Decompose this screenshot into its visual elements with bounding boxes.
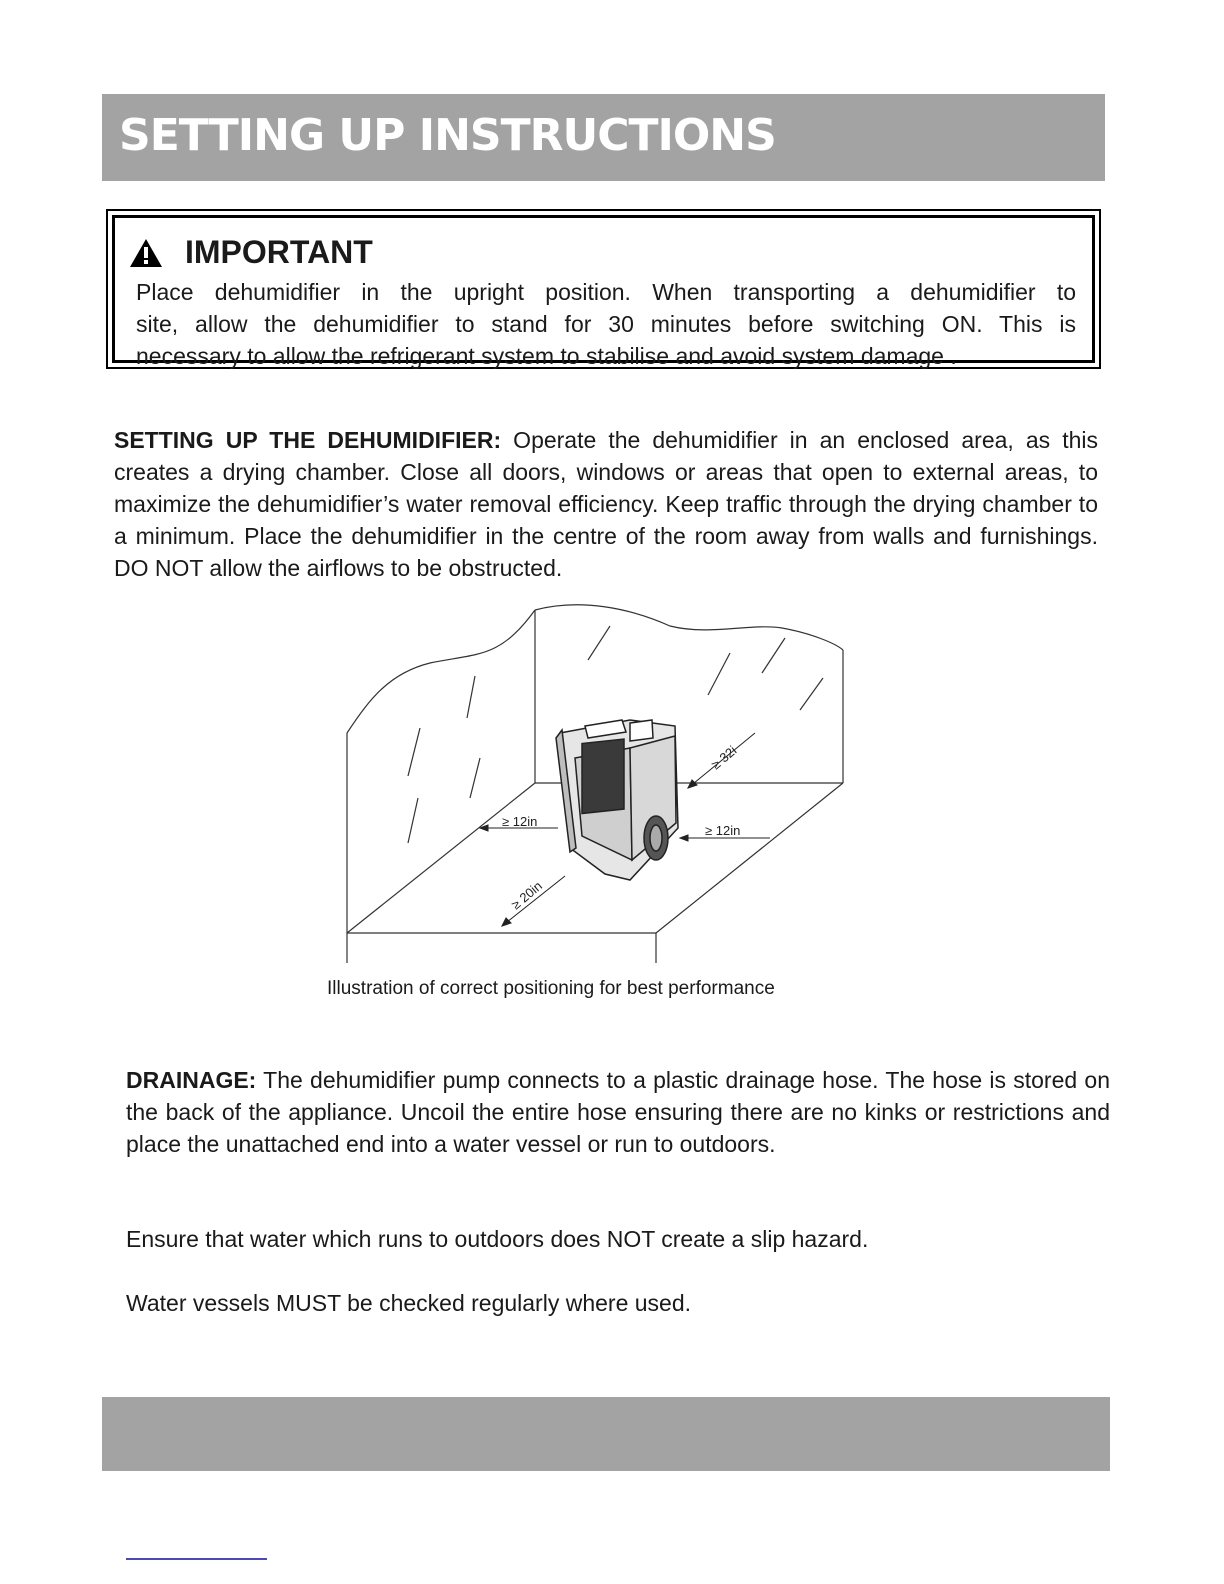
- important-line: site, allow the dehumidifier to stand for 30 minutes before switching ON. This is: [136, 311, 1076, 337]
- important-heading: IMPORTANT: [185, 234, 373, 270]
- drainage-text: The dehumidifier pump connects to a plastic drainage hose. The hose is stored on the back of the appliance. Uncoil the entire hose ensuring there are no kinks or restrictions and place the unattached end into a water vessel or run to outdoors.: [126, 1067, 1110, 1157]
- glare-line: [408, 798, 418, 843]
- footer-bar: [102, 1397, 1110, 1471]
- warning-icon: [129, 238, 163, 268]
- dehumidifier-illustration: [556, 720, 678, 880]
- glare-line: [762, 638, 785, 673]
- glare-line: [800, 678, 823, 710]
- setup-label: SETTING UP THE DEHUMIDIFIER:: [114, 427, 502, 453]
- important-line: Place dehumidifier in the upright position. When transporting a dehumidifier to: [136, 279, 1076, 305]
- glare-line: [588, 626, 610, 660]
- right-clearance-label: ≥ 12in: [705, 823, 741, 838]
- important-body: [136, 276, 1076, 372]
- section-title-bar: [102, 94, 1105, 181]
- left-clearance-label: ≥ 12in: [502, 814, 538, 829]
- important-notice-box: [106, 209, 1101, 369]
- diagram-caption: Illustration of correct positioning for best performance: [327, 978, 775, 999]
- front-clearance-label: ≥ 20in: [508, 878, 545, 913]
- glare-line: [408, 728, 420, 776]
- drainage-label: DRAINAGE:: [126, 1067, 257, 1093]
- vessel-check-note: Water vessels MUST be checked regularly where used.: [126, 1290, 692, 1316]
- glare-line: [470, 758, 480, 798]
- glare-line: [708, 653, 730, 695]
- top-clearance-label: ≥ 32i: [708, 742, 740, 773]
- important-notice-inner: [112, 215, 1095, 369]
- important-heading-row: [129, 234, 373, 271]
- floor-right-edge: [656, 783, 843, 933]
- page-title: SETTING UP INSTRUCTIONS: [119, 110, 776, 161]
- back-wall-top-edge: [535, 605, 843, 650]
- setup-paragraph: [114, 424, 1098, 584]
- important-line: necessary to allow the refrigerant system to stabilise and avoid system damage .: [136, 343, 957, 369]
- glare-line: [467, 676, 475, 718]
- positioning-diagram: [330, 598, 860, 968]
- footer-rule: [126, 1558, 267, 1560]
- left-wall-top-edge: [347, 610, 535, 733]
- setup-text: Operate the dehumidifier in an enclosed area, as this creates a drying chamber. Close all doors, windows or areas that open to external areas, to maximize the dehumidifier’s water removal efficiency. Keep traffic through the drying chamber to a minimum. Place the dehumidifier in the centre of the room away from walls and furnishings. DO NOT allow the airflows to be obstructed.: [114, 427, 1098, 581]
- drainage-paragraph: [126, 1064, 1110, 1160]
- slip-hazard-note: Ensure that water which runs to outdoors does NOT create a slip hazard.: [126, 1226, 869, 1252]
- floor-left-edge: [347, 783, 538, 933]
